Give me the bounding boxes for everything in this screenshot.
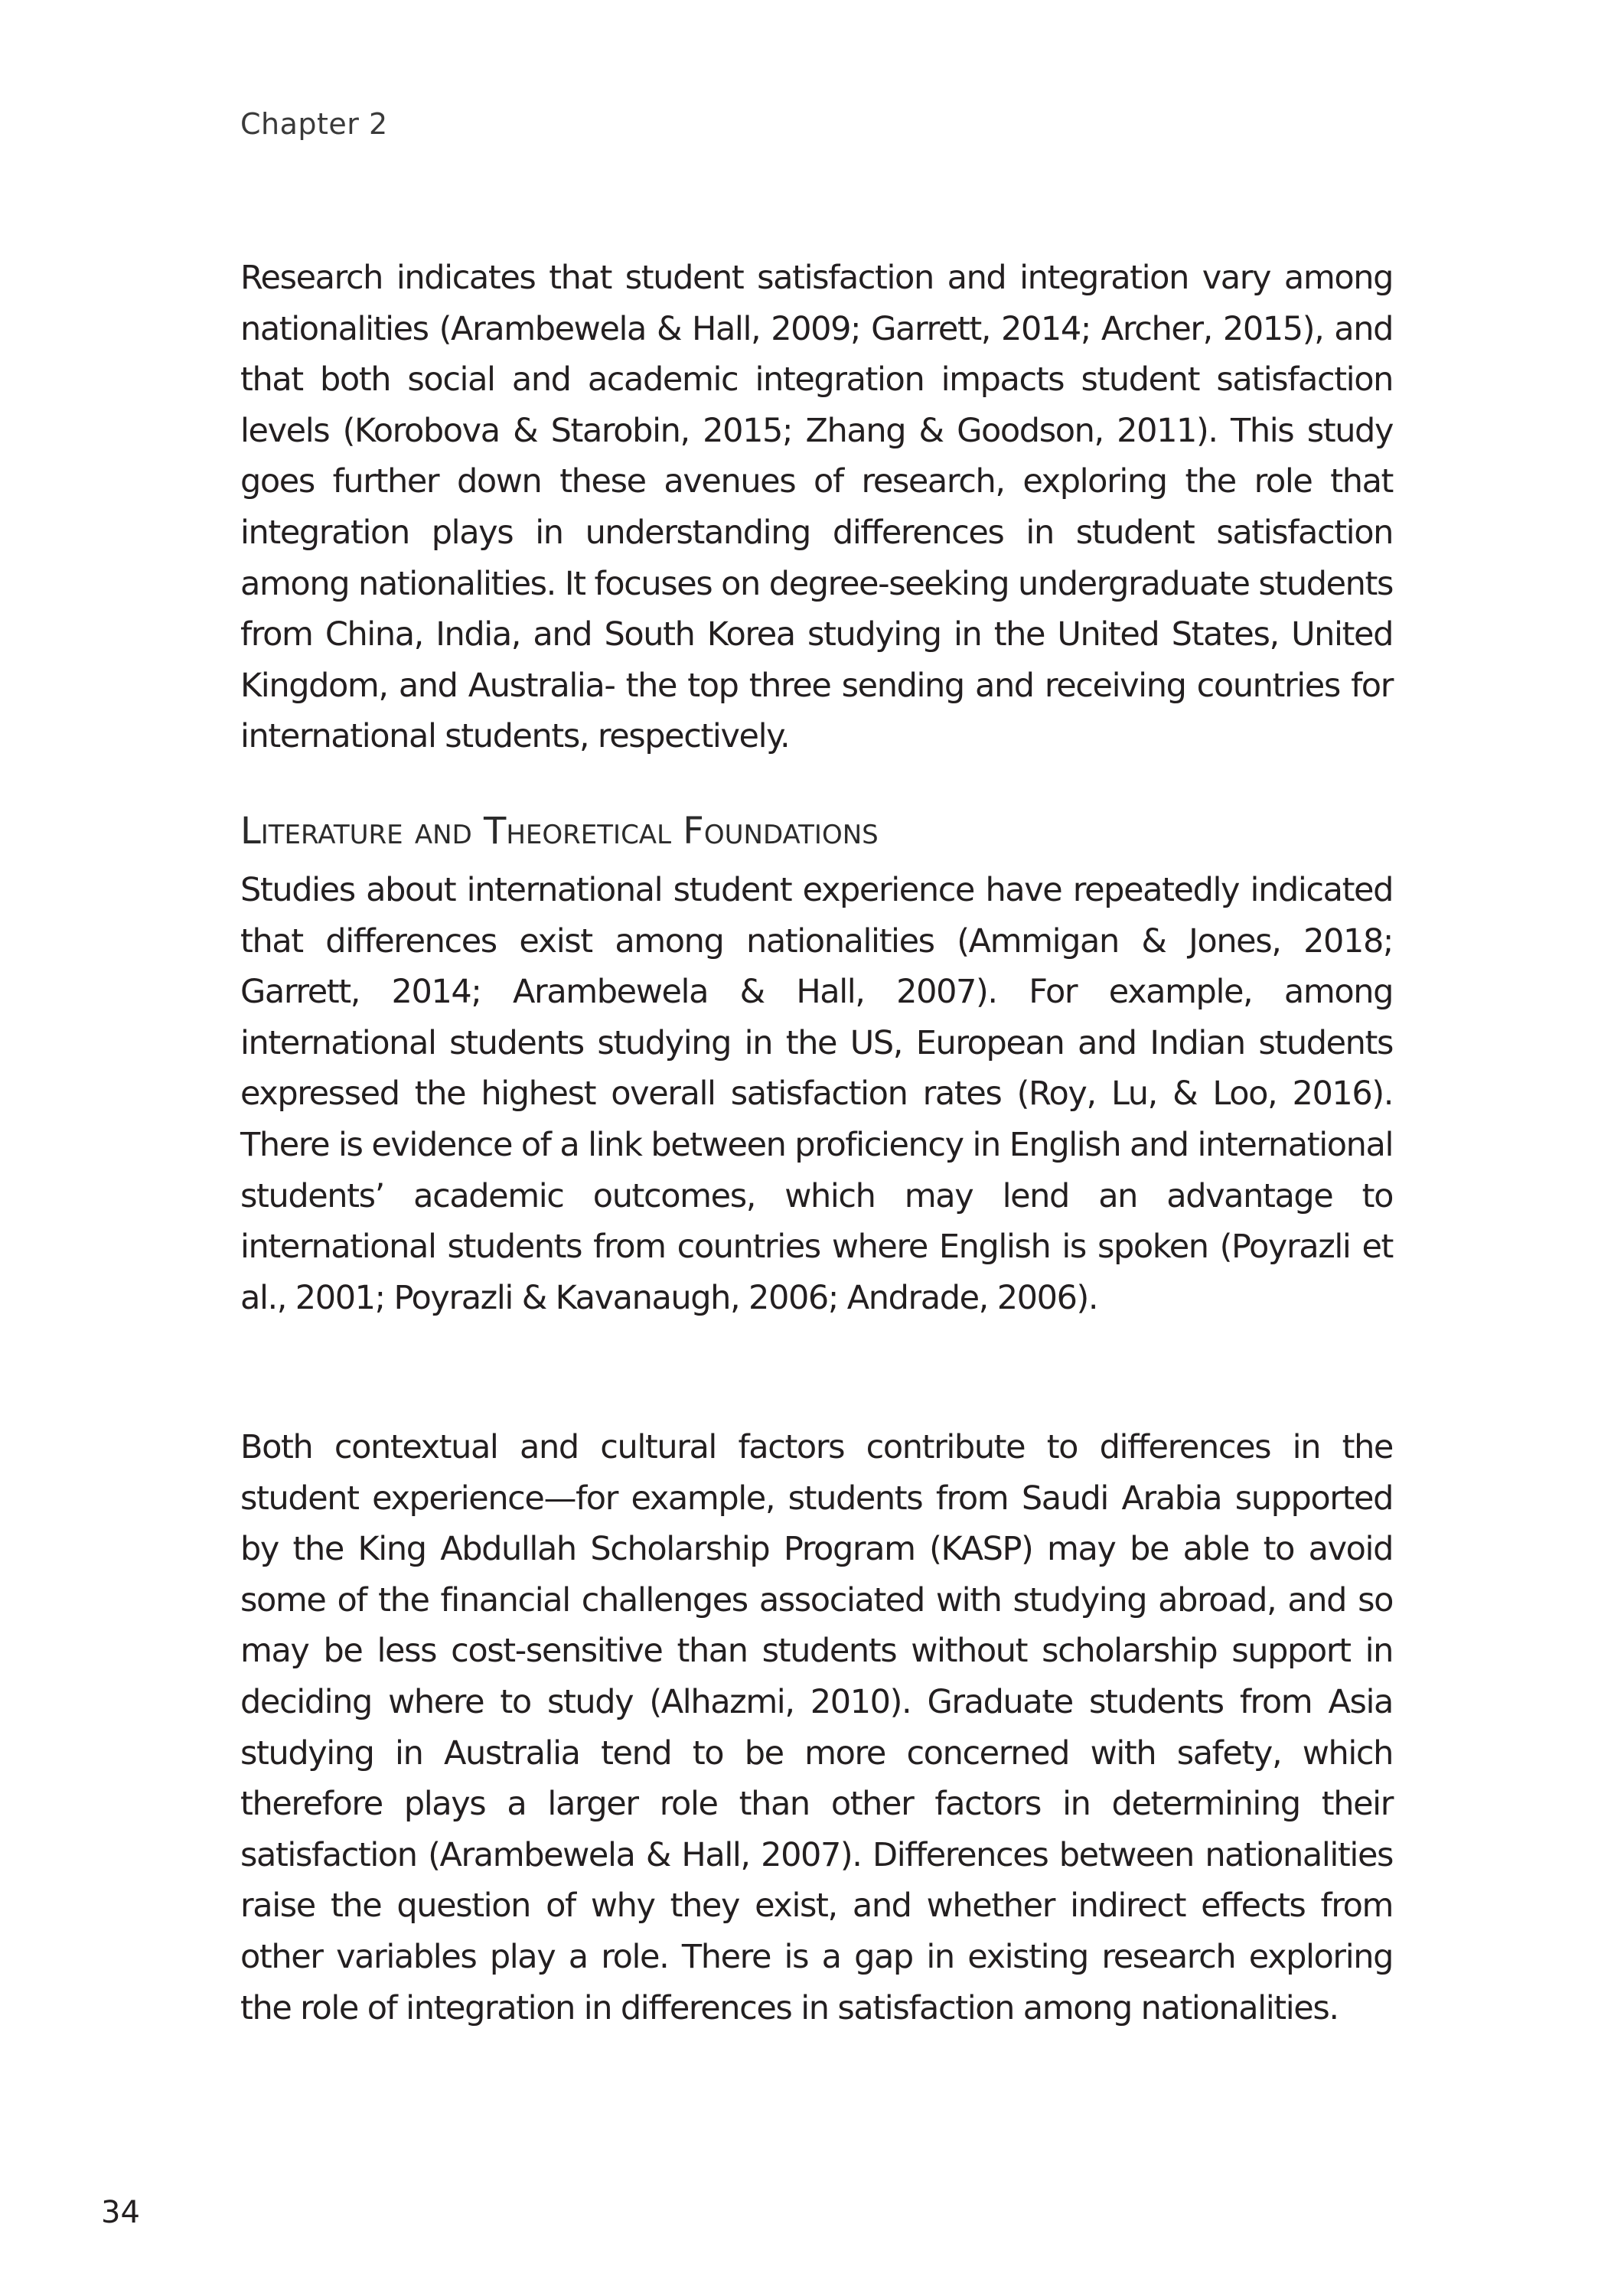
intro-paragraph: Research indicates that student satisfaction and integration vary among nationalities (Arambewela & Hall, 2009; Garrett, 2014; Archer, 2015), and that both social and academic integration impacts student satisfaction levels (Korobova & Starobin, 2015; Zhang & Goodson, 2011). This study goes further down these avenues of research, exploring the role that integration plays in understanding differences in student satisfaction among nationalities. It focuses on degree-seeking undergraduate students from China, India, and South Korea studying in the United States, United Kingdom, and Australia- the top three sending and receiving countries for international students, respectively. (240, 259, 1393, 756)
section-paragraph-block-2 (240, 1422, 1393, 2033)
section-paragraph: Both contextual and cultural factors contribute to differences in the student experience—for example, students from Saudi Arabia supported by the King Abdullah Scholarship Program (KASP) may be able to avoid some of the financial challenges associated with studying abroad, and so may be less cost-sensitive than students without scholarship support in deciding where to study (Alhazmi, 2010). Graduate students from Asia studying in Australia tend to be more concerned with safety, which therefore plays a larger role than other factors in determining their satisfaction (Arambewela & Hall, 2007). Differences between nationalities raise the question of why they exist, and whether indirect effects from other variables play a role. There is a gap in existing research exploring the role of integration in differences in satisfaction among nationalities. (240, 1428, 1393, 2027)
running-head: Chapter 2 (240, 107, 388, 141)
page-number: 34 (101, 2195, 140, 2230)
intro-paragraph-block (240, 253, 1393, 762)
section-paragraph-block-1 (240, 865, 1393, 1323)
section-heading: Literature and Theoretical Foundations (240, 810, 879, 853)
section-paragraph: Studies about international student experience have repeatedly indicated that differences exist among nationalities (Ammigan & Jones, 2018; Garrett, 2014; Arambewela & Hall, 2007). For example, among international students studying in the US, European and Indian students expressed the highest overall satisfaction rates (Roy, Lu, & Loo, 2016). There is evidence of a link between proficiency in English and international students’ academic outcomes, which may lend an advantage to international students from countries where English is spoken (Poyrazli et al., 2001; Poyrazli & Kavanaugh, 2006; Andrade, 2006). (240, 871, 1393, 1317)
